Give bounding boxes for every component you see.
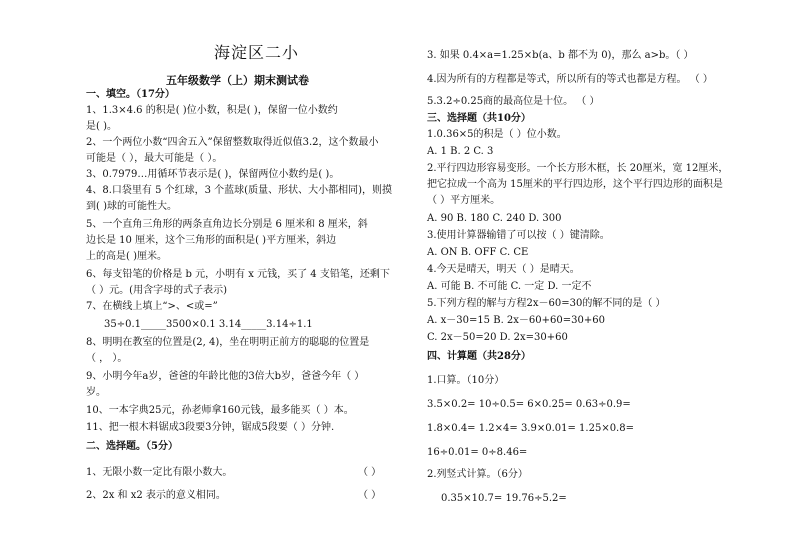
exam-title: 五年级数学（上）期末测试卷 bbox=[166, 74, 309, 87]
school-title: 海淀区二小 bbox=[214, 43, 300, 62]
question-line: 是( )。 bbox=[86, 121, 117, 132]
section-heading-fill-in: 一、填空。（17分） bbox=[86, 89, 175, 100]
option-line: A. 1 B. 2 C. 3 bbox=[427, 146, 494, 157]
question-line: （ ）元。(用含字母的式子表示) bbox=[86, 285, 227, 296]
calc-row: 3.5×0.2= 10÷0.5= 6×0.25= 0.63÷0.9= bbox=[427, 399, 631, 410]
question-line: 1.0.36×5的积是（ ）位小数。 bbox=[427, 129, 567, 140]
section-heading-calc: 四、计算题（共28分） bbox=[427, 351, 531, 362]
question-line: 可能是（ ），最大可能是（ ）。 bbox=[86, 153, 223, 164]
calc-row: 0.35×10.7= 19.76÷5.2= bbox=[441, 493, 567, 504]
question-line: 5、一个直角三角形的两条直角边长分别是 6 厘米和 8 厘米，斜 bbox=[86, 219, 368, 230]
option-line: C. 2x－50=20 D. 2x=30+60 bbox=[427, 332, 568, 343]
question-line: 岁。 bbox=[86, 387, 106, 398]
question-line: 上的高是( )厘米。 bbox=[86, 251, 167, 262]
question-line: 3. 如果 0.4×a=1.25×b(a、b 都不为 0)，那么 a>b。（ ） bbox=[427, 50, 694, 61]
question-line: 2.平行四边形容易变形。一个长方形木框，长 20厘米，宽 12厘米， bbox=[427, 163, 729, 174]
question-line: 9、小明今年a岁，爸爸的年龄比他的3倍大b岁，爸爸今年（ ） bbox=[86, 371, 365, 382]
question-line: （ ， ）。 bbox=[86, 353, 128, 364]
option-line: A. x－30=15 B. 2x－60+60=30+60 bbox=[427, 315, 605, 326]
question-line: 4.因为所有的方程都是等式，所以所有的等式也都是方程。 （ ） bbox=[427, 74, 713, 85]
question-line: 2.列竖式计算。（6分） bbox=[427, 469, 528, 480]
question-line: 11、把一根木料锯成3段要3分钟，锯成5段要（ ）分钟. bbox=[86, 422, 335, 433]
question-line: 3.使用计算器输错了可以按（ ）键清除。 bbox=[427, 230, 610, 241]
question-line: 35÷0.1_____3500×0.1 3.14_____3.14÷1.1 bbox=[104, 319, 313, 330]
section-heading-judge: 二、选择题。（5分） bbox=[86, 441, 178, 452]
question-line: 4、8.口袋里有 5 个红球，3 个蓝球(质量、形状、大小都相同)，则摸 bbox=[86, 185, 392, 196]
calc-row: 1.8×0.4= 1.2×4= 3.9×0.01= 1.25×0.8= bbox=[427, 423, 634, 434]
option-line: A. ON B. OFF C. CE bbox=[427, 247, 529, 258]
question-line: 5.3.2÷0.25商的最高位是十位。 （ ） bbox=[427, 96, 600, 107]
question-line: 4.今天是晴天，明天（ ）是晴天。 bbox=[427, 264, 580, 275]
question-line: 3、0.7979…用循环节表示是( )，保留两位小数约是( )。 bbox=[86, 169, 340, 180]
question-line: 7、在横线上填上“>、<或=” bbox=[86, 301, 218, 312]
option-line: A. 可能 B. 不可能 C. 一定 D. 一定不 bbox=[427, 281, 592, 292]
question-line: 2、一个两位小数“四舍五入”保留整数取得近似值3.2，这个数最小 bbox=[86, 137, 379, 148]
option-line: A. 90 B. 180 C. 240 D. 300 bbox=[427, 213, 562, 224]
question-line: 2、2x 和 x2 表示的意义相同。 bbox=[86, 490, 226, 501]
question-line: 10、一本字典25元，孙老师拿160元钱，最多能买（ ）本。 bbox=[86, 405, 354, 416]
question-line: 6、每支铅笔的价格是 b 元，小明有 x 元钱，买了 4 支铅笔，还剩下 bbox=[86, 269, 390, 280]
question-line: 边长是 10 厘米，这个三角形的面积是( )平方厘米，斜边 bbox=[86, 235, 337, 246]
question-line: 1、无限小数一定比有限小数大。 bbox=[86, 467, 233, 478]
question-line: 到( )球的可能性大。 bbox=[86, 201, 177, 212]
question-line: 8、明明在教室的位置是(2, 4)，坐在明明正前方的聪聪的位置是 bbox=[86, 337, 370, 348]
calc-row: 16÷0.01= 0÷8.46= bbox=[427, 447, 528, 458]
question-line: 1.口算。（10分） bbox=[427, 375, 505, 386]
question-line: 1、1.3×4.6 的积是( )位小数，积是( )，保留一位小数约 bbox=[86, 105, 338, 116]
answer-blank: （ ） bbox=[358, 490, 382, 501]
answer-blank: （ ） bbox=[358, 467, 382, 478]
question-line: 5.下列方程的解与方程2x－60=30的解不同的是（ ） bbox=[427, 298, 666, 309]
section-heading-choice: 三、选择题（共10分） bbox=[427, 113, 531, 124]
question-line: （ ）平方厘米。 bbox=[427, 195, 501, 206]
question-line: 把它拉成一个高为 15厘米的平行四边形，这个平行四边形的面积是 bbox=[427, 179, 723, 190]
